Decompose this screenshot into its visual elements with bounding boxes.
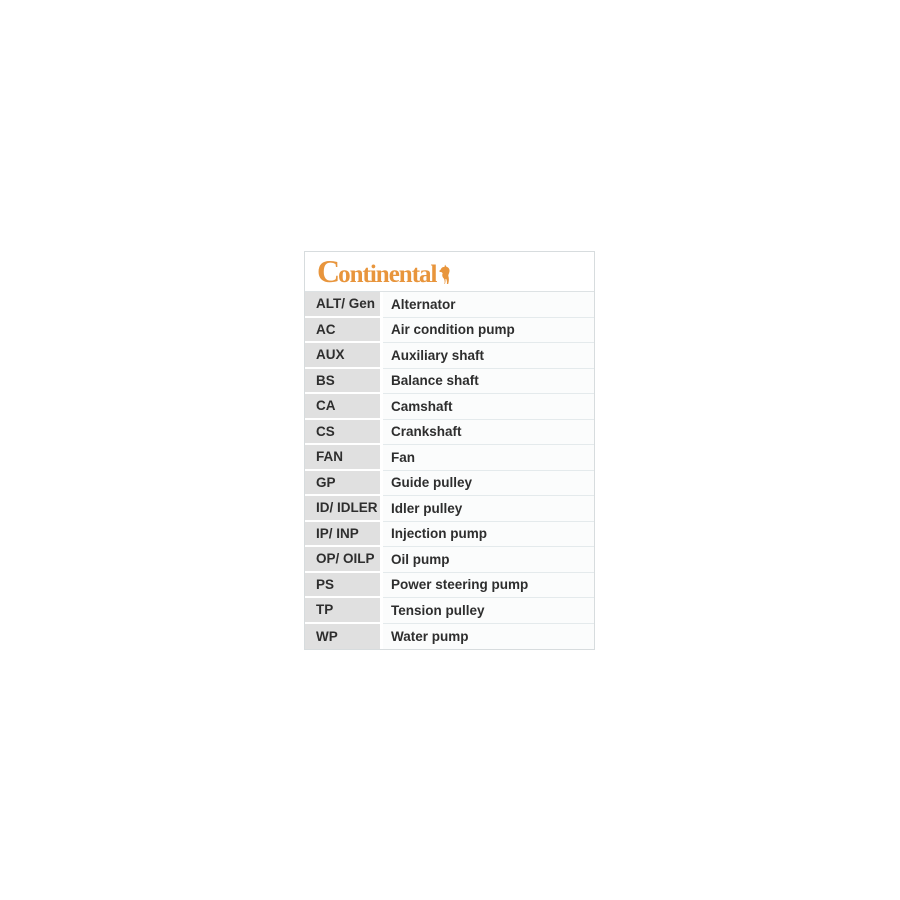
abbreviation-cell: AC	[305, 318, 383, 344]
table-row	[305, 292, 594, 318]
abbreviation-cell: CS	[305, 420, 383, 446]
abbreviation-cell: TP	[305, 598, 383, 624]
table-row	[305, 343, 594, 369]
table-row	[305, 394, 594, 420]
brand-name: ontinental	[338, 261, 437, 288]
legend-table-body	[305, 292, 594, 649]
legend-table	[304, 251, 595, 650]
description-cell: Alternator	[383, 292, 594, 318]
table-row	[305, 496, 594, 522]
description-cell: Water pump	[383, 624, 594, 650]
description-cell: Fan	[383, 445, 594, 471]
table-row	[305, 598, 594, 624]
abbreviation-cell: CA	[305, 394, 383, 420]
table-row	[305, 624, 594, 650]
abbreviation-cell: ID/ IDLER	[305, 496, 383, 522]
table-row	[305, 445, 594, 471]
description-cell: Auxiliary shaft	[383, 343, 594, 369]
table-row	[305, 369, 594, 395]
brand-header	[305, 252, 594, 292]
table-row	[305, 420, 594, 446]
description-cell: Tension pulley	[383, 598, 594, 624]
description-cell: Balance shaft	[383, 369, 594, 395]
table-row	[305, 547, 594, 573]
description-cell: Air condition pump	[383, 318, 594, 344]
table-row	[305, 318, 594, 344]
table-row	[305, 522, 594, 548]
description-cell: Crankshaft	[383, 420, 594, 446]
abbreviation-cell: OP/ OILP	[305, 547, 383, 573]
rearing-horse-icon	[439, 261, 453, 285]
abbreviation-cell: BS	[305, 369, 383, 395]
description-cell: Camshaft	[383, 394, 594, 420]
abbreviation-cell: FAN	[305, 445, 383, 471]
description-cell: Oil pump	[383, 547, 594, 573]
description-cell: Guide pulley	[383, 471, 594, 497]
abbreviation-cell: WP	[305, 624, 383, 650]
description-cell: Injection pump	[383, 522, 594, 548]
abbreviation-cell: ALT/ Gen	[305, 292, 383, 318]
description-cell: Idler pulley	[383, 496, 594, 522]
abbreviation-cell: IP/ INP	[305, 522, 383, 548]
description-cell: Power steering pump	[383, 573, 594, 599]
table-row	[305, 471, 594, 497]
abbreviation-cell: AUX	[305, 343, 383, 369]
table-row	[305, 573, 594, 599]
abbreviation-cell: GP	[305, 471, 383, 497]
abbreviation-cell: PS	[305, 573, 383, 599]
continental-logo	[317, 253, 453, 289]
brand-initial: C	[317, 253, 341, 289]
